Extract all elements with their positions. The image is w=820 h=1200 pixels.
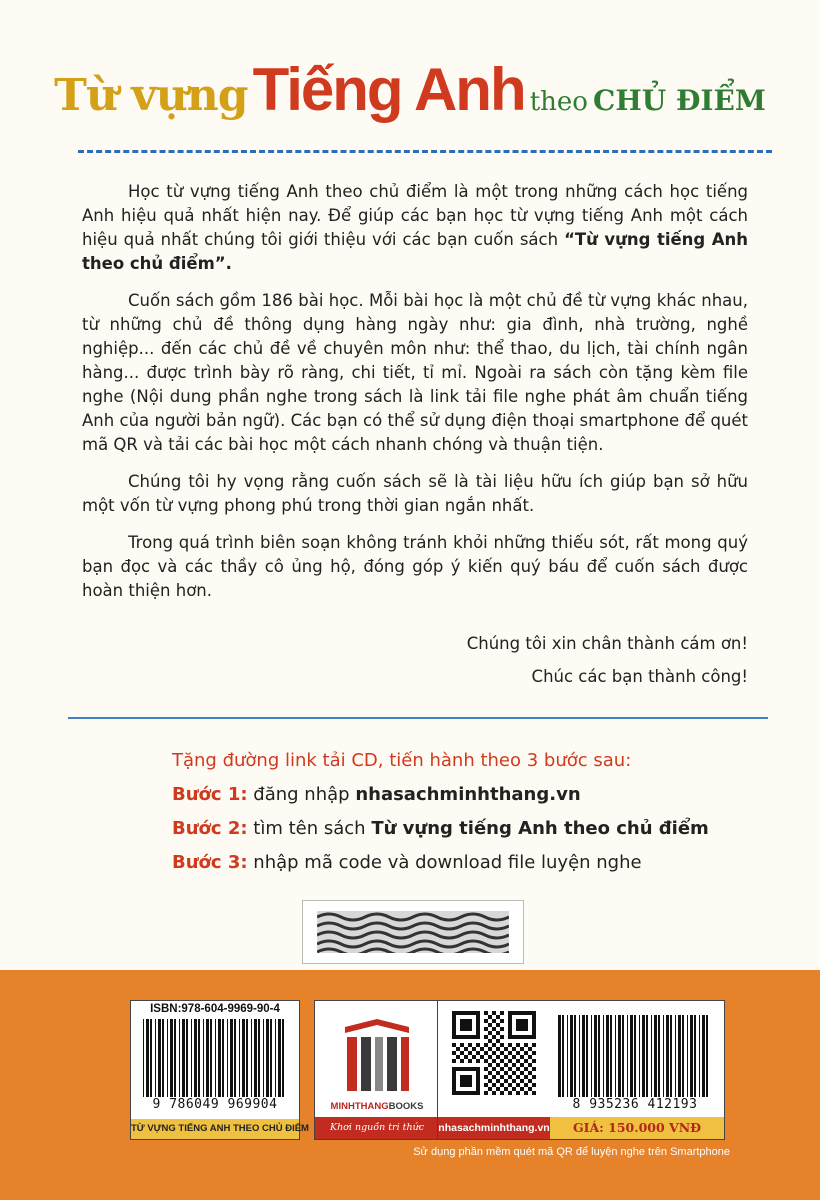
step-3 bbox=[172, 846, 772, 880]
scratch-code-panel[interactable] bbox=[302, 900, 524, 964]
paragraph-1 bbox=[82, 180, 748, 276]
cd-intro: Tặng đường link tải CD, tiến hành theo 3 bước sau: bbox=[172, 750, 632, 771]
ean-digits: 8 935236 412193 bbox=[572, 1097, 698, 1112]
thanks-line-2: Chúc các bạn thành công! bbox=[531, 667, 748, 686]
title-part-3: theo bbox=[529, 87, 588, 117]
cd-instructions bbox=[172, 744, 772, 880]
paragraph-3: Chúng tôi hy vọng rằng cuốn sách sẽ là tài liệu hữu ích giúp bạn sở hữu một vốn từ vựng phong phú trong thời gian ngắn nhất. bbox=[82, 472, 748, 515]
title-divider bbox=[78, 150, 772, 157]
description bbox=[82, 180, 748, 616]
qr-code-icon[interactable] bbox=[452, 1011, 536, 1095]
paragraph-4: Trong quá trình biên soạn không tránh khỏi những thiếu sót, rất mong quý bạn đọc và các thầy cô ủng hộ, đóng góp ý kiến quý báu để cuốn sách được hoàn thiện hơn. bbox=[82, 533, 748, 600]
paragraph-1-text: Học từ vựng tiếng Anh theo chủ điểm là một trong những cách học tiếng Anh hiệu quả nhất hiện nay. Để giúp các bạn học từ vựng tiếng Anh một cách hiệu quả nhất chúng tôi giới thiệu với các bạn cuốn sách bbox=[82, 182, 748, 249]
price-label bbox=[437, 1000, 725, 1140]
publisher-slogan: Khơi nguồn tri thức bbox=[315, 1117, 439, 1139]
publisher-name bbox=[315, 1101, 439, 1112]
step-2-label: Bước 2: bbox=[172, 818, 248, 839]
paragraph-2: Cuốn sách gồm 186 bài học. Mỗi bài học là một chủ đề từ vựng khác nhau, từ những chủ đề thông dụng hàng ngày như: gia đình, nhà trường, nghề nghiệp... đến các chủ đề về chuyên môn như: thể thao, du lịch, tài chính ngân hàng... được trình bày rõ ràng, chi tiết, tỉ mỉ. Ngoài ra sách còn tặng kèm file nghe (Nội dung phần nghe trong sách là link tải file nghe phát âm chuẩn tiếng Anh của người bản ngữ). Các bạn có thể sử dụng điện thoại smartphone để quét mã QR và tải các bài học một cách nhanh chóng và thuận tiện. bbox=[82, 291, 748, 454]
website-strip[interactable]: nhasachminhthang.vn bbox=[438, 1117, 550, 1139]
publisher-name-part-1: MINHTHANG bbox=[330, 1101, 389, 1112]
book-title-strip: TỪ VỰNG TIẾNG ANH THEO CHỦ ĐIỂM bbox=[131, 1119, 299, 1139]
qr-note: Sử dụng phần mềm quét mã QR để luyện nghe trên Smartphone bbox=[413, 1146, 730, 1158]
title-part-1: Từ vựng bbox=[54, 70, 248, 121]
step-1-text: đăng nhập bbox=[253, 784, 356, 805]
step-1-label: Bước 1: bbox=[172, 784, 248, 805]
scratch-pattern-icon bbox=[317, 911, 509, 953]
publisher-logo-box bbox=[314, 1000, 440, 1140]
price-strip: GIÁ: 150.000 VNĐ bbox=[550, 1117, 724, 1139]
step-3-label: Bước 3: bbox=[172, 852, 248, 873]
publisher-logo-icon bbox=[337, 1015, 417, 1097]
isbn-digits: 9 786049 969904 bbox=[152, 1097, 278, 1112]
step-2 bbox=[172, 812, 772, 846]
step-3-text: nhập mã code và download file luyện nghe bbox=[253, 852, 642, 873]
title-part-2: Tiếng Anh bbox=[252, 56, 525, 123]
section-divider bbox=[68, 717, 768, 719]
ean-barcode-icon bbox=[556, 1015, 714, 1097]
isbn-barcode-icon bbox=[141, 1019, 289, 1097]
step-1-website[interactable]: nhasachminhthang.vn bbox=[355, 784, 581, 805]
step-2-text: tìm tên sách bbox=[253, 818, 372, 839]
step-2-book-name: Từ vựng tiếng Anh theo chủ điểm bbox=[371, 818, 709, 839]
thanks-line-1: Chúng tôi xin chân thành cám ơn! bbox=[466, 634, 748, 653]
isbn-label bbox=[130, 1000, 309, 1140]
step-1 bbox=[172, 778, 772, 812]
publisher-name-part-2: BOOKS bbox=[388, 1101, 424, 1112]
isbn-text: ISBN:978-604-9969-90-4 bbox=[150, 1003, 280, 1015]
cover-title bbox=[0, 55, 820, 124]
title-part-4: CHỦ ĐIỂM bbox=[593, 84, 766, 117]
paragraph-1-bold: “Từ vựng tiếng Anh theo chủ điểm”. bbox=[82, 230, 748, 273]
